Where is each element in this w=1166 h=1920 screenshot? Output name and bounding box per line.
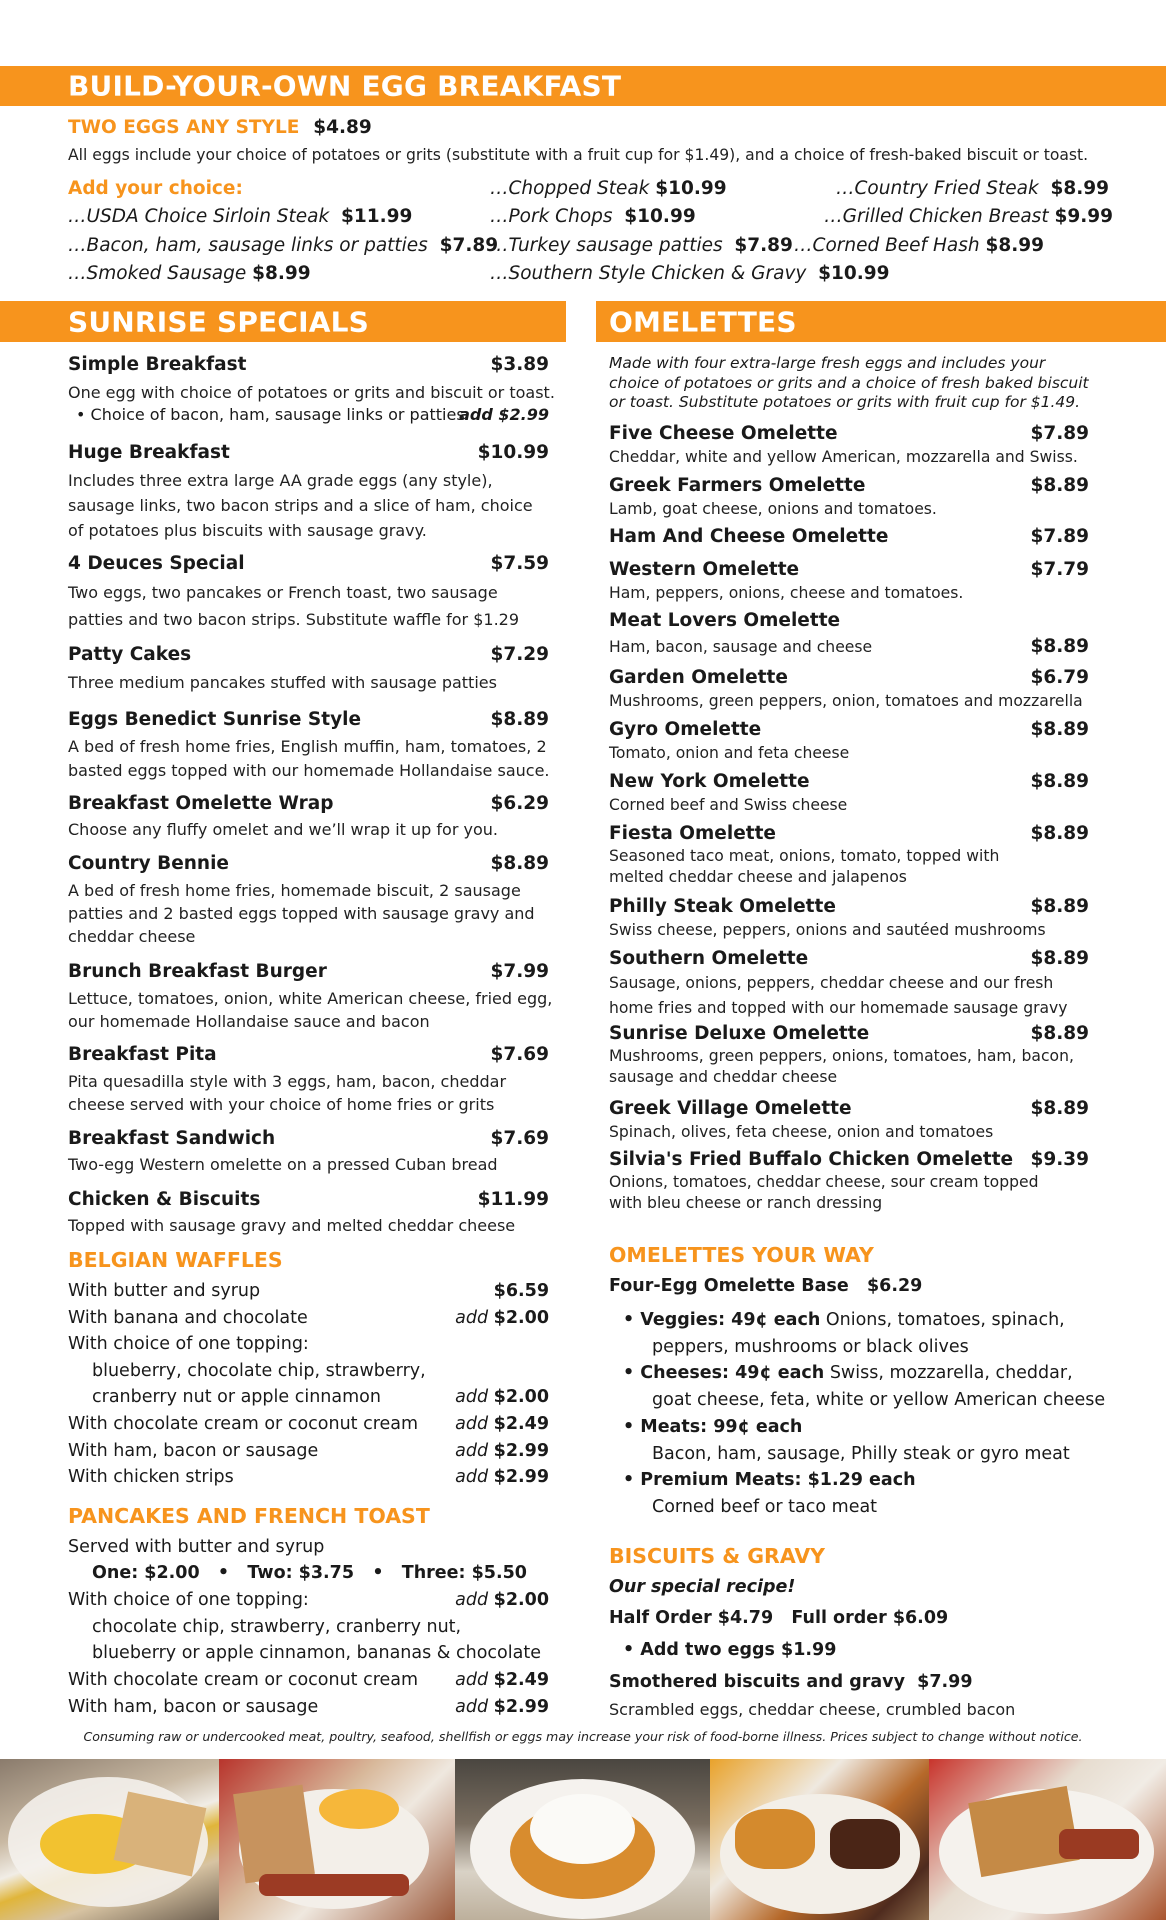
waffle-row: With choice of one topping: — [68, 1334, 309, 1354]
two-eggs-price: $4.89 — [313, 117, 372, 138]
menu-item: Patty Cakes $7.29 — [68, 644, 549, 665]
menu-item: Simple Breakfast $3.89 — [68, 354, 549, 375]
item-description: Sausage, onions, peppers, cheddar cheese and our fresh home fries and topped with our homemade sausage gravy — [609, 974, 1068, 1017]
biscuits-add-eggs: • Add two eggs $1.99 — [623, 1640, 837, 1660]
menu-item: Breakfast Omelette Wrap $6.29 — [68, 793, 549, 814]
your-way-option-detail: goat cheese, feta, white or yellow American cheese — [652, 1390, 1106, 1410]
biscuits-tagline: Our special recipe! — [609, 1577, 796, 1597]
your-way-option: • Premium Meats: $1.29 each — [623, 1470, 916, 1490]
waffle-row: With banana and chocolate add $2.00 — [68, 1308, 549, 1328]
item-description: Ham, peppers, onions, cheese and tomatoes. — [609, 584, 964, 602]
item-description: Corned beef and Swiss cheese — [609, 796, 848, 814]
waffle-row: With chicken strips add $2.99 — [68, 1467, 549, 1487]
item-description: Choose any fluffy omelet and we’ll wrap it up for you. — [68, 820, 498, 839]
item-description: A bed of fresh home fries, homemade biscuit, 2 sausage patties and 2 basted eggs topped with sausage gravy and cheddar cheese — [68, 881, 535, 946]
disclaimer: Consuming raw or undercooked meat, poultry, seafood, shellfish or eggs may increase your risk of food-borne illness. Prices subject to change without notice. — [83, 1729, 1083, 1744]
item-description: Spinach, olives, feta cheese, onion and tomatoes — [609, 1123, 994, 1141]
sunrise-title: SUNRISE SPECIALS — [68, 305, 370, 338]
choice-item: …Country Fried Steak $8.99 — [836, 178, 1109, 199]
waffles-title: BELGIAN WAFFLES — [68, 1248, 283, 1272]
choice-item: …Turkey sausage patties $7.89 — [490, 235, 793, 256]
biscuits-title: BISCUITS & GRAVY — [609, 1544, 826, 1568]
item-description: Cheddar, white and yellow American, mozzarella and Swiss. — [609, 448, 1078, 466]
food-photo-steak-hashbrowns — [710, 1759, 929, 1920]
food-photo-bacon-eggs — [219, 1759, 455, 1920]
item-description: Lettuce, tomatoes, onion, white American cheese, fried egg, our homemade Hollandaise sauce and bacon — [68, 989, 553, 1031]
biscuits-smothered-desc: Scrambled eggs, cheddar cheese, crumbled bacon — [609, 1700, 1016, 1719]
menu-item: Philly Steak Omelette $8.89 — [609, 896, 1089, 917]
menu-item: Greek Village Omelette $8.89 — [609, 1098, 1089, 1119]
waffle-row: With ham, bacon or sausage add $2.99 — [68, 1441, 549, 1461]
your-way-option-detail: Corned beef or taco meat — [652, 1497, 878, 1517]
pancake-row: With choice of one topping: add $2.00 — [68, 1590, 549, 1610]
menu-item: Gyro Omelette $8.89 — [609, 719, 1089, 740]
menu-sub-option: • Choice of bacon, ham, sausage links or patties add $2.99 — [76, 405, 549, 424]
item-description: Mushrooms, green peppers, onions, tomatoes, ham, bacon, sausage and cheddar cheese — [609, 1047, 1074, 1086]
egg-breakfast-header — [0, 66, 1166, 106]
food-photo-waffle — [455, 1759, 710, 1920]
two-eggs-line — [68, 117, 372, 138]
food-photo-eggs-toast — [0, 1759, 219, 1920]
pancake-row: With chocolate cream or coconut cream add $2.49 — [68, 1670, 549, 1690]
menu-item: Huge Breakfast $10.99 — [68, 442, 549, 463]
waffle-row: cranberry nut or apple cinnamon add $2.00 — [92, 1387, 549, 1407]
waffle-row: blueberry, chocolate chip, strawberry, — [92, 1361, 426, 1381]
omelettes-intro: Made with four extra-large fresh eggs and includes your choice of potatoes or grits and a choice of fresh baked biscuit or toast. Substitute potatoes or grits with fruit cup for $1.49. — [609, 354, 1089, 411]
item-description: Pita quesadilla style with 3 eggs, ham, bacon, cheddar cheese served with your choice of home fries or grits — [68, 1072, 507, 1114]
choice-item: …USDA Choice Sirloin Steak $11.99 — [68, 206, 413, 227]
pancake-row: chocolate chip, strawberry, cranberry nut, — [92, 1617, 462, 1637]
item-description: Lamb, goat cheese, onions and tomatoes. — [609, 500, 937, 518]
item-description: Tomato, onion and feta cheese — [609, 744, 850, 762]
menu-item: Sunrise Deluxe Omelette $8.89 — [609, 1023, 1089, 1044]
menu-item: Breakfast Pita $7.69 — [68, 1044, 549, 1065]
choice-item: …Corned Beef Hash $8.99 — [794, 235, 1044, 256]
choice-item: …Bacon, ham, sausage links or patties $7.89 — [68, 235, 499, 256]
pancakes-served: Served with butter and syrup — [68, 1537, 325, 1557]
menu-item: Breakfast Sandwich $7.69 — [68, 1128, 549, 1149]
item-description: Onions, tomatoes, cheddar cheese, sour cream topped with bleu cheese or ranch dressing — [609, 1173, 1039, 1212]
waffle-row: With butter and syrup $6.59 — [68, 1281, 549, 1301]
menu-item: Brunch Breakfast Burger $7.99 — [68, 961, 549, 982]
two-eggs-label: TWO EGGS ANY STYLE — [68, 117, 300, 138]
menu-item: New York Omelette $8.89 — [609, 771, 1089, 792]
pancakes-counts: One: $2.00 • Two: $3.75 • Three: $5.50 — [92, 1563, 527, 1583]
waffle-row: With chocolate cream or coconut cream add $2.49 — [68, 1414, 549, 1434]
menu-item: Eggs Benedict Sunrise Style $8.89 — [68, 709, 549, 730]
your-way-option: • Cheeses: 49¢ each Swiss, mozzarella, cheddar, — [623, 1363, 1073, 1383]
item-description: Mushrooms, green peppers, onion, tomatoes and mozzarella — [609, 692, 1083, 710]
choice-item: …Pork Chops $10.99 — [490, 206, 696, 227]
egg-breakfast-description: All eggs include your choice of potatoes or grits (substitute with a fruit cup for $1.49), and a choice of fresh-baked biscuit or toast. — [68, 146, 1089, 164]
omelettes-header — [596, 301, 1166, 342]
pancakes-title: PANCAKES AND FRENCH TOAST — [68, 1504, 430, 1528]
menu-item: Garden Omelette $6.79 — [609, 667, 1089, 688]
item-description: Two eggs, two pancakes or French toast, two sausage patties and two bacon strips. Substitute waffle for $1.29 — [68, 583, 520, 629]
menu-item: Southern Omelette $8.89 — [609, 948, 1089, 969]
omelettes-title: OMELETTES — [609, 305, 797, 338]
item-description: A bed of fresh home fries, English muffin, ham, tomatoes, 2 basted eggs topped with our homemade Hollandaise sauce. — [68, 737, 550, 780]
choice-item: …Chopped Steak $10.99 — [490, 178, 727, 199]
food-photo-french-toast — [929, 1759, 1166, 1920]
biscuits-smothered: Smothered biscuits and gravy $7.99 — [609, 1672, 973, 1692]
item-description: Three medium pancakes stuffed with sausage patties — [68, 673, 497, 692]
pancake-row: With ham, bacon or sausage add $2.99 — [68, 1697, 549, 1717]
egg-breakfast-title: BUILD-YOUR-OWN EGG BREAKFAST — [68, 69, 622, 103]
pancake-row: blueberry or apple cinnamon, bananas & chocolate — [92, 1643, 541, 1663]
item-description: Two-egg Western omelette on a pressed Cuban bread — [68, 1155, 498, 1174]
your-way-option-detail: Bacon, ham, sausage, Philly steak or gyro meat — [652, 1444, 1070, 1464]
item-description: One egg with choice of potatoes or grits and biscuit or toast. — [68, 383, 555, 402]
menu-item: 4 Deuces Special $7.59 — [68, 553, 549, 574]
your-way-option-detail: peppers, mushrooms or black olives — [652, 1337, 969, 1357]
add-choice-label: Add your choice: — [68, 178, 243, 199]
your-way-option: • Veggies: 49¢ each Onions, tomatoes, spinach, — [623, 1310, 1065, 1330]
menu-item: Chicken & Biscuits $11.99 — [68, 1189, 549, 1210]
choice-item: …Southern Style Chicken & Gravy $10.99 — [490, 263, 890, 284]
menu-item: Fiesta Omelette $8.89 — [609, 823, 1089, 844]
menu-item: Ham And Cheese Omelette $7.89 — [609, 526, 1089, 547]
your-way-base: Four-Egg Omelette Base $6.29 — [609, 1276, 923, 1296]
item-description-row: Ham, bacon, sausage and cheese $8.89 — [609, 636, 1089, 657]
menu-item: Western Omelette $7.79 — [609, 559, 1089, 580]
menu-item: Five Cheese Omelette $7.89 — [609, 423, 1089, 444]
item-description: Topped with sausage gravy and melted cheddar cheese — [68, 1216, 516, 1235]
item-description: Includes three extra large AA grade eggs (any style), sausage links, two bacon strips and a slice of ham, choice of potatoes plus biscuits with sausage gravy. — [68, 471, 533, 540]
menu-item: Silvia's Fried Buffalo Chicken Omelette $9.39 — [609, 1149, 1089, 1170]
menu-item: Greek Farmers Omelette $8.89 — [609, 475, 1089, 496]
choice-item: …Smoked Sausage $8.99 — [68, 263, 311, 284]
biscuits-orders: Half Order $4.79 Full order $6.09 — [609, 1608, 949, 1628]
menu-item: Meat Lovers Omelette — [609, 610, 841, 631]
item-description: Swiss cheese, peppers, onions and sautéed mushrooms — [609, 921, 1046, 939]
your-way-option: • Meats: 99¢ each — [623, 1417, 803, 1437]
menu-item: Country Bennie $8.89 — [68, 853, 549, 874]
your-way-title: OMELETTES YOUR WAY — [609, 1243, 874, 1267]
sunrise-header — [0, 301, 566, 342]
choice-item: …Grilled Chicken Breast $9.99 — [824, 206, 1113, 227]
item-description: Seasoned taco meat, onions, tomato, topped with melted cheddar cheese and jalapenos — [609, 847, 1000, 886]
